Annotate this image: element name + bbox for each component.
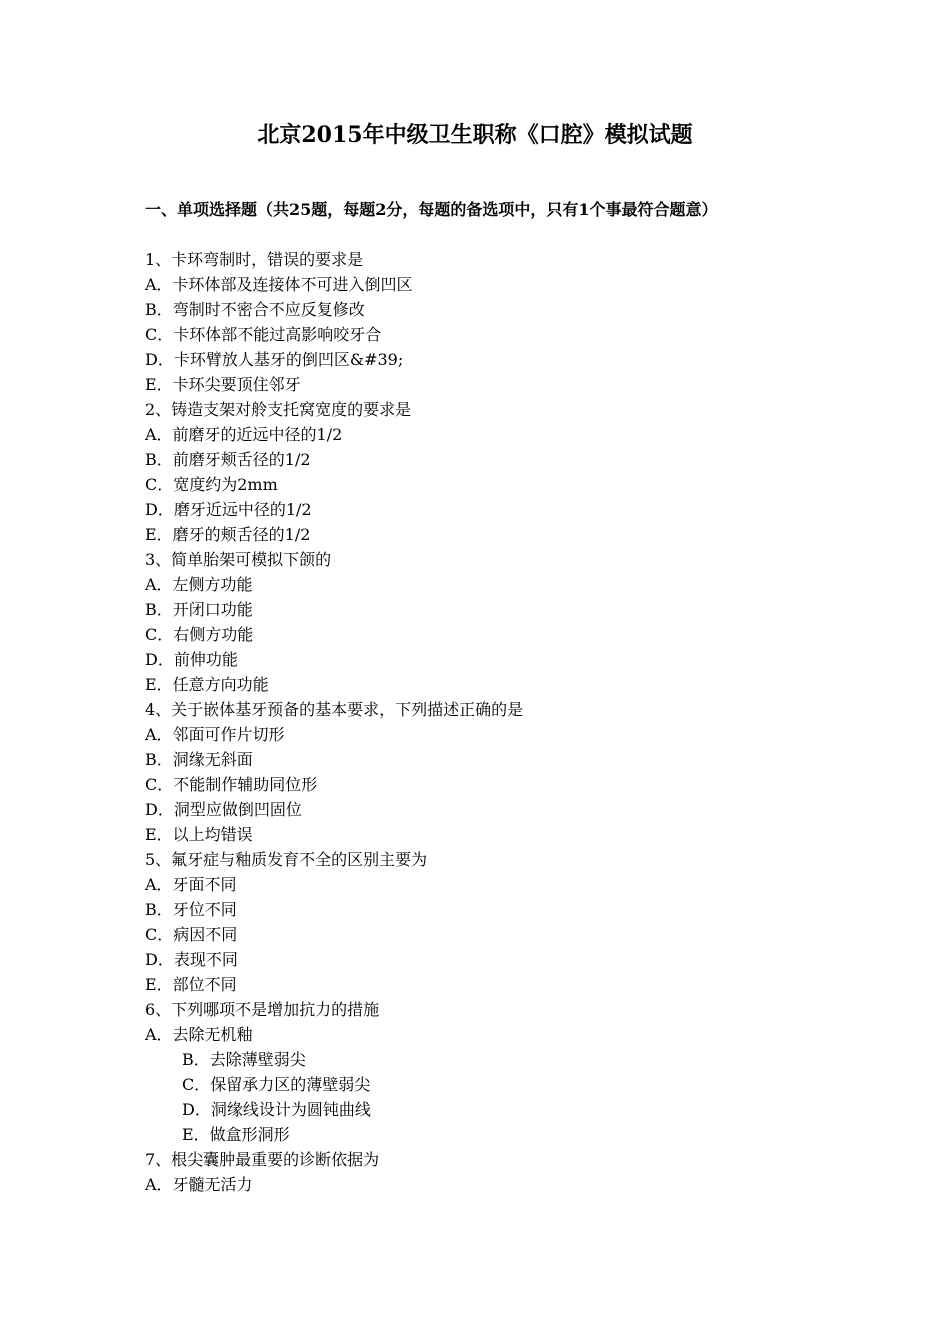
answer-option: B．前磨牙颊舌径的1/2 bbox=[145, 450, 311, 469]
answer-option: C．不能制作辅助同位形 bbox=[145, 775, 318, 794]
answer-option: B．牙位不同 bbox=[145, 900, 237, 919]
answer-option: D．表现不同 bbox=[145, 950, 238, 969]
answer-option: C．宽度约为2mm bbox=[145, 475, 278, 494]
answer-option: C．病因不同 bbox=[145, 925, 238, 944]
answer-option: B．去除薄壁弱尖 bbox=[182, 1050, 306, 1069]
answer-option: B．洞缘无斜面 bbox=[145, 750, 253, 769]
question-stem: 3、简单胎架可模拟下颌的 bbox=[145, 550, 332, 569]
answer-option: E．磨牙的颊舌径的1/2 bbox=[145, 525, 311, 544]
answer-option: C．卡环体部不能过高影响咬牙合 bbox=[145, 325, 382, 344]
answer-option: D．洞缘线设计为圆钝曲线 bbox=[182, 1100, 371, 1119]
answer-option: E．做盒形洞形 bbox=[182, 1125, 290, 1144]
answer-option: D．前伸功能 bbox=[145, 650, 238, 669]
answer-option: A．卡环体部及连接体不可进入倒凹区 bbox=[145, 275, 413, 294]
question-list bbox=[145, 247, 810, 1197]
answer-option: A．去除无机釉 bbox=[145, 1025, 253, 1044]
answer-option: A．邻面可作片切形 bbox=[145, 725, 285, 744]
question-stem: 7、根尖囊肿最重要的诊断依据为 bbox=[145, 1150, 380, 1169]
answer-option: C．右侧方功能 bbox=[145, 625, 254, 644]
answer-option: B．弯制时不密合不应反复修改 bbox=[145, 300, 365, 319]
answer-option: E．部位不同 bbox=[145, 975, 237, 994]
answer-option: C．保留承力区的薄壁弱尖 bbox=[182, 1075, 371, 1094]
document-title: 北京2015年中级卫生职称《口腔》模拟试题 bbox=[257, 122, 693, 148]
answer-option: D．洞型应做倒凹固位 bbox=[145, 800, 302, 819]
question-stem: 4、关于嵌体基牙预备的基本要求，下列描述正确的是 bbox=[145, 700, 524, 719]
answer-option: D．卡环臂放人基牙的倒凹区&#39; bbox=[145, 350, 404, 369]
answer-option: A．牙面不同 bbox=[145, 875, 237, 894]
answer-option: B．开闭口功能 bbox=[145, 600, 253, 619]
answer-option: D．磨牙近远中径的1/2 bbox=[145, 500, 312, 519]
question-stem: 5、氟牙症与釉质发育不全的区别主要为 bbox=[145, 850, 428, 869]
answer-option: A．前磨牙的近远中径的1/2 bbox=[145, 425, 343, 444]
answer-option: E．卡环尖要顶住邻牙 bbox=[145, 375, 301, 394]
answer-option: E．任意方向功能 bbox=[145, 675, 269, 694]
answer-option: A．左侧方功能 bbox=[145, 575, 253, 594]
question-stem: 2、铸造支架对舲支托窝宽度的要求是 bbox=[145, 400, 412, 419]
question-stem: 6、下列哪项不是增加抗力的措施 bbox=[145, 1000, 380, 1019]
answer-option: E．以上均错误 bbox=[145, 825, 253, 844]
answer-option: A．牙髓无活力 bbox=[145, 1175, 253, 1194]
section-heading: 一、单项选择题（共25题，每题2分，每题的备选项中，只有1个事最符合题意） bbox=[145, 200, 718, 219]
question-stem: 1、卡环弯制时，错误的要求是 bbox=[145, 250, 364, 269]
